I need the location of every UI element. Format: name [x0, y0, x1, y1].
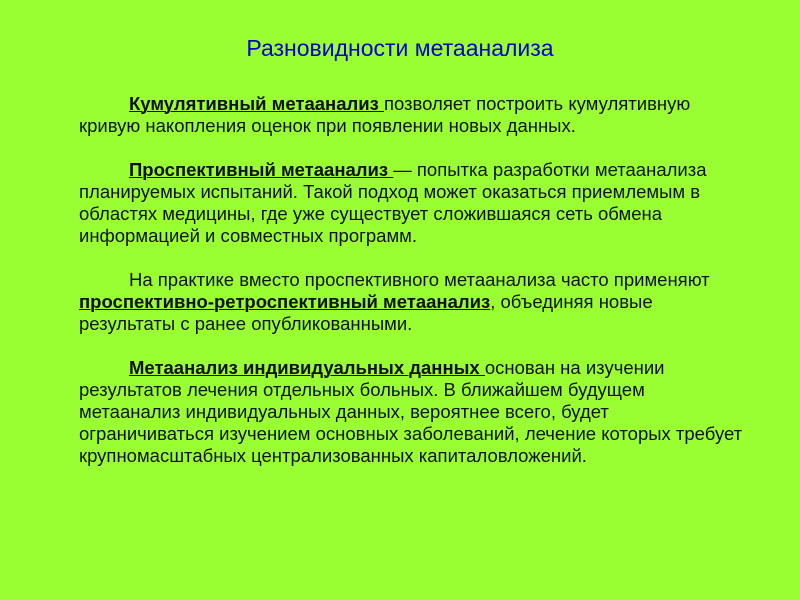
paragraph-text: позволяет построить кумулятивную кривую накопления оценок при появлении новых данных. — [79, 93, 691, 136]
paragraph-prospective — [79, 159, 749, 247]
paragraph-individual — [79, 357, 749, 467]
paragraph-text: , объединяя новые результаты с ранее опубликованными. — [79, 291, 653, 334]
term-cumulative: Кумулятивный метаанализ — [129, 93, 384, 114]
slide-body — [79, 93, 749, 489]
paragraph-practice — [79, 269, 749, 335]
paragraph-text: На практике вместо проспективного метаанализа часто применяют — [129, 269, 710, 290]
paragraph-cumulative — [79, 93, 749, 137]
slide-title: Разновидности метаанализа — [246, 35, 554, 61]
term-prospective-retrospective: проспективно-ретроспективный метаанализ — [79, 291, 491, 312]
paragraph-text: — попытка разработки метаанализа планируемых испытаний. Такой подход может оказаться приемлемым в областях медицины, где уже существует сложившаяся сеть обмена информацией и совместных программ. — [79, 159, 707, 246]
paragraph-text: основан на изучении результатов лечения отдельных больных. В ближайшем будущем метаанализ индивидуальных данных, вероятнее всего, будет ограничиваться изучением основных заболеваний, лечение которых требует крупномасштабных централизованных капиталовложений. — [79, 357, 743, 466]
term-individual-data: Метаанализ индивидуальных данных — [129, 357, 485, 378]
term-prospective: Проспективный метаанализ — [129, 159, 394, 180]
